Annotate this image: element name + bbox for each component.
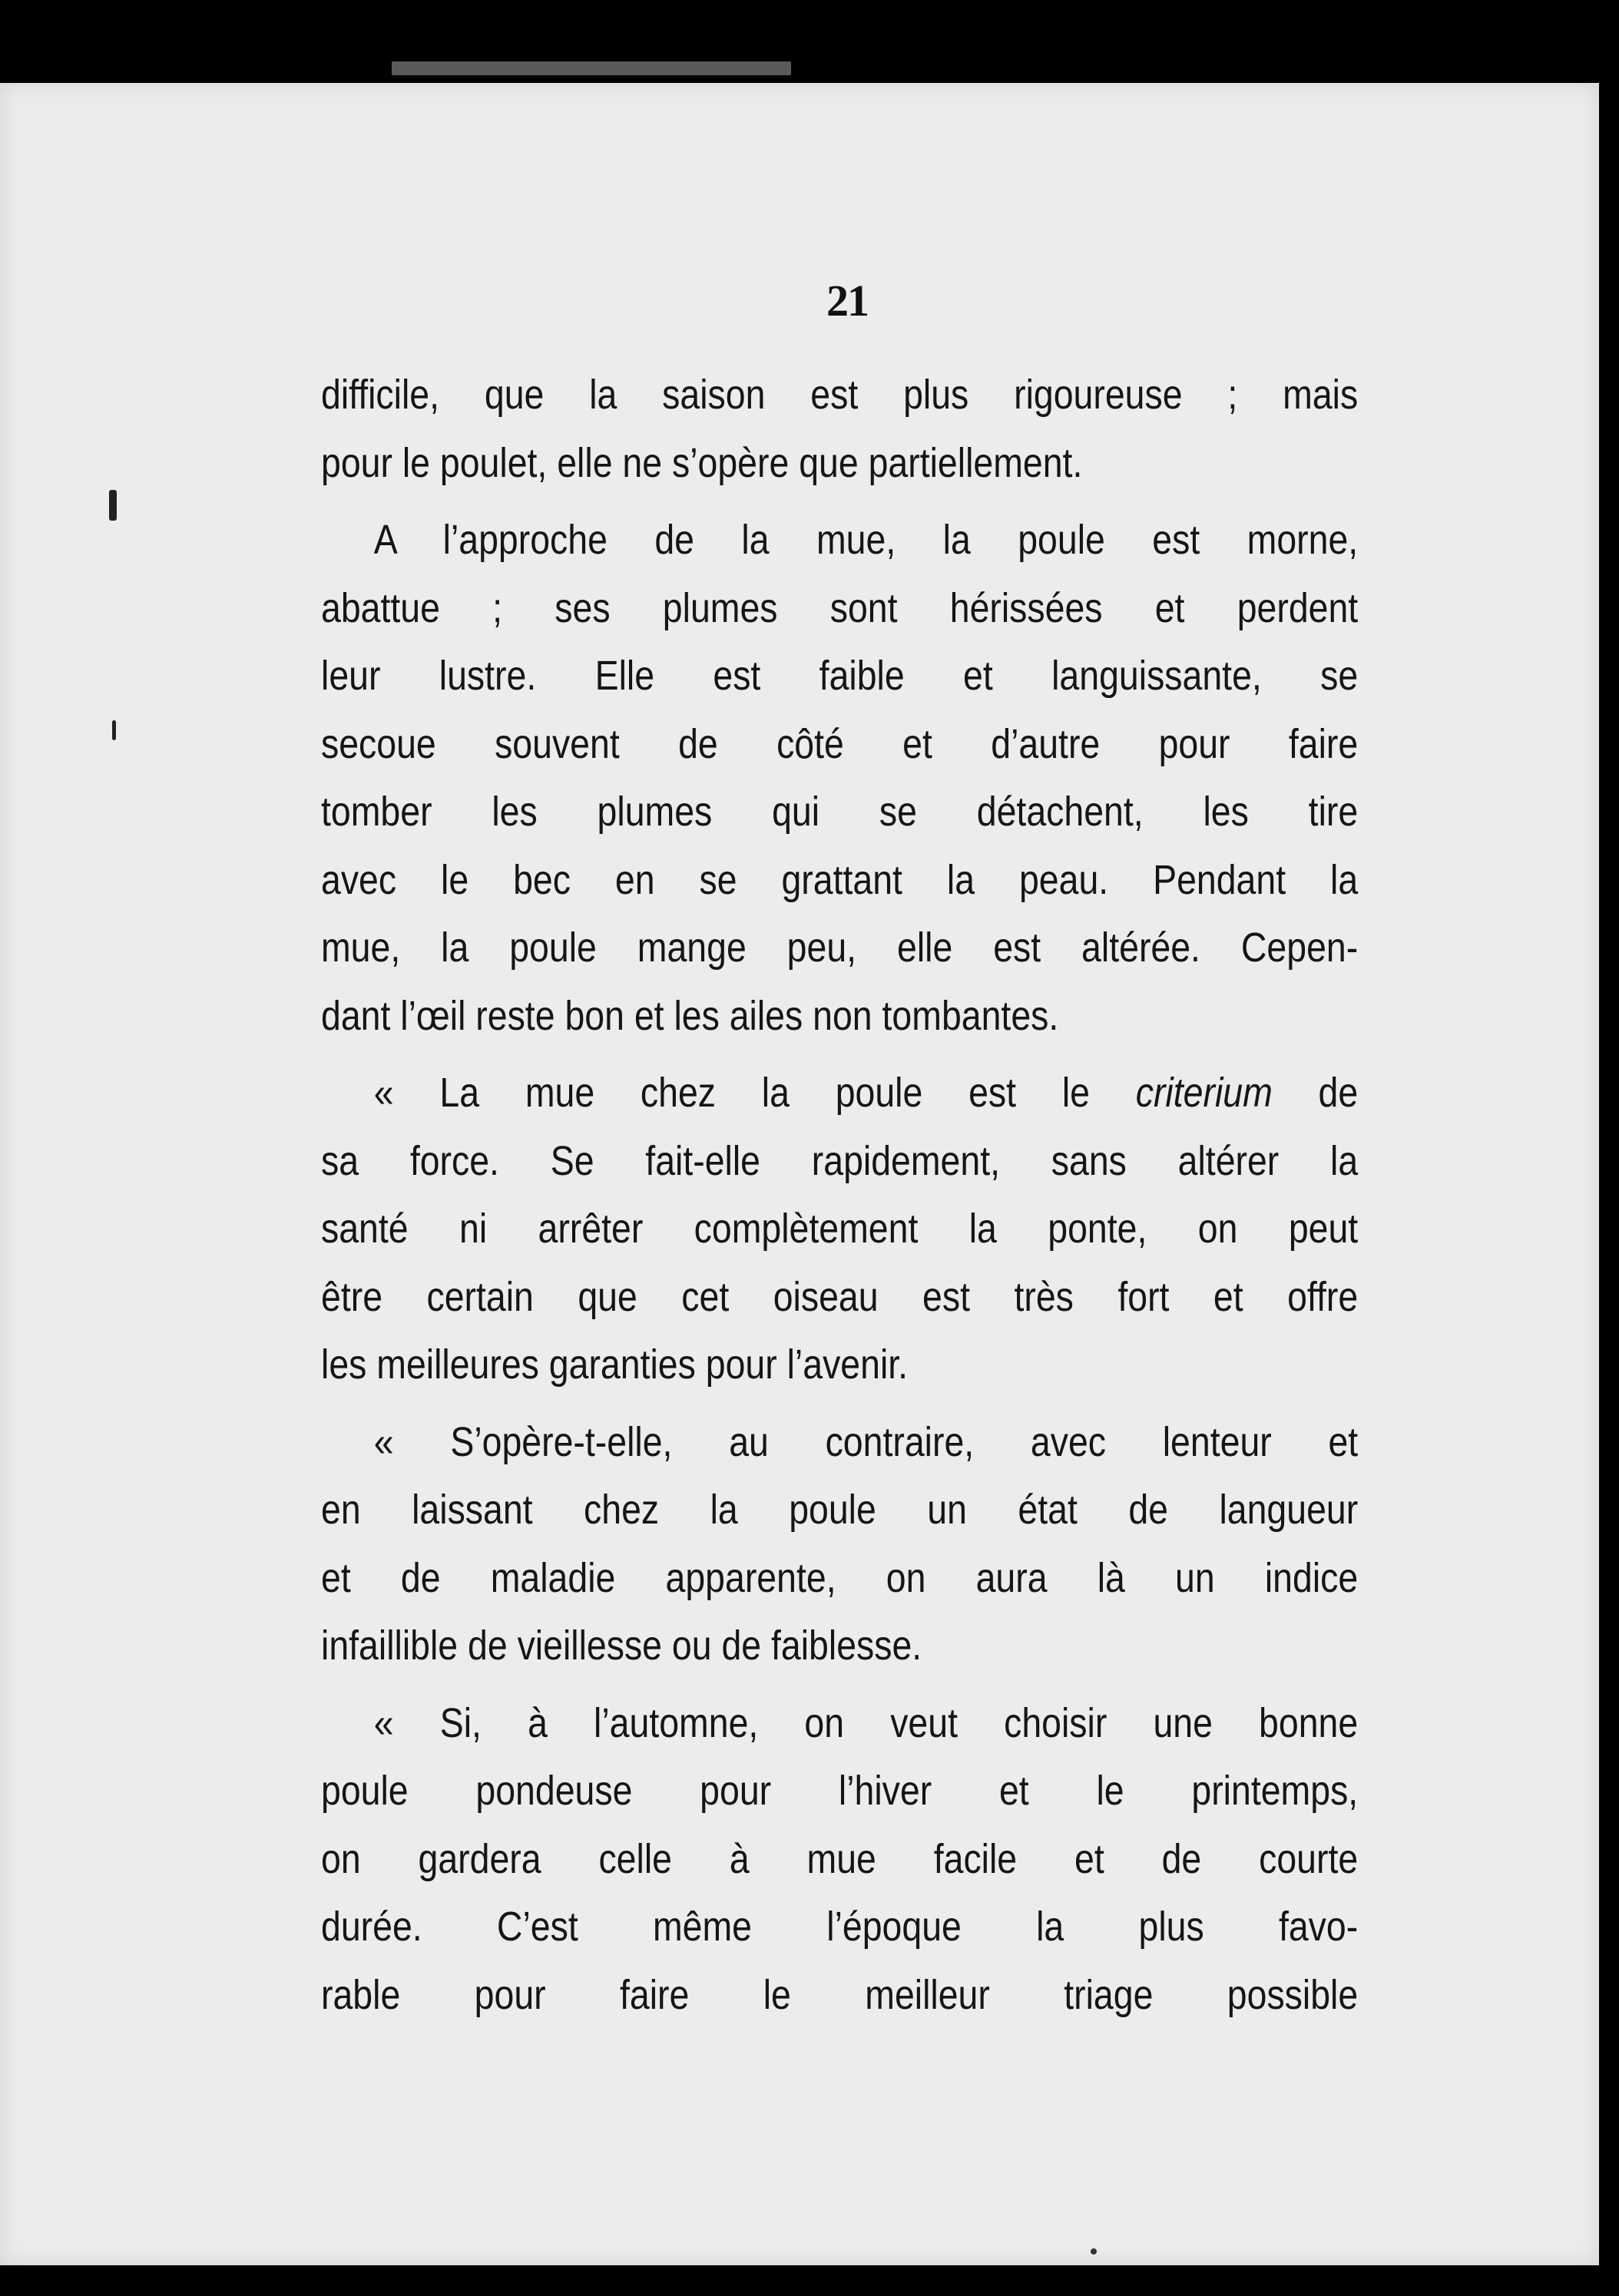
text-line: pour le poulet, elle ne s’opère que partiellement. [321,439,1083,486]
margin-mark [109,490,117,521]
text-line: santé ni arrêter complètement la ponte, on peut [321,1206,1359,1252]
text-line: durée. C’est même l’époque la plus favo- [321,1904,1359,1950]
paragraph-gap [321,1680,1358,1689]
speck [1091,2248,1097,2255]
paragraph-gap [321,1050,1358,1059]
paragraph-gap [321,1399,1358,1408]
text-line: « S’opère-t-elle, au contraire, avec lenteur et [373,1418,1359,1465]
page-number: 21 [826,276,868,326]
text-line: A l’approche de la mue, la poule est morne, [373,517,1359,563]
text-line: secoue souvent de côté et d’autre pour faire [321,720,1359,767]
text-line: être certain que cet oiseau est très fort et offre [321,1273,1359,1320]
text-line: mue, la poule mange peu, elle est altérée. Cepen- [321,925,1359,971]
margin-mark [112,720,116,740]
text-line: poule pondeuse pour l’hiver et le printemps, [321,1768,1359,1814]
italic-term: criterium [1135,1070,1273,1116]
text-line: leur lustre. Elle est faible et languissante, se [321,653,1359,699]
text-line: infaillible de vieillesse ou de faiblesse. [321,1623,922,1669]
paragraph [321,361,1358,497]
text-line: en laissant chez la poule un état de langueur [321,1487,1359,1533]
paragraph [321,1408,1358,1680]
text-line: les meilleures garanties pour l’avenir. [321,1342,909,1388]
paragraph-gap [321,497,1358,506]
text-line: rable pour faire le meilleur triage possible [321,1971,1359,2018]
text-line: avec le bec en se grattant la peau. Pendant la [321,856,1359,903]
text-line: « La mue chez la poule est le criterium de [373,1070,1359,1116]
text-line: on gardera celle à mue facile et de courte [321,1835,1359,1882]
text-line: « Si, à l’automne, on veut choisir une bonne [373,1699,1359,1746]
text-line: abattue ; ses plumes sont hérissées et perdent [321,584,1359,631]
text-line: sa force. Se fait-elle rapidement, sans altérer la [321,1137,1359,1184]
text-line: et de maladie apparente, on aura là un indice [321,1554,1359,1601]
paragraph [321,506,1358,1050]
body-text [321,361,1358,2029]
text-line: tomber les plumes qui se détachent, les tire [321,789,1359,835]
text-line: difficile, que la saison est plus rigoureuse ; mais [321,372,1359,418]
scan-top-strip [392,61,791,75]
text-line: dant l’œil reste bon et les ailes non tombantes. [321,992,1059,1039]
paragraph [321,1059,1358,1399]
paragraph [321,1689,1358,2030]
